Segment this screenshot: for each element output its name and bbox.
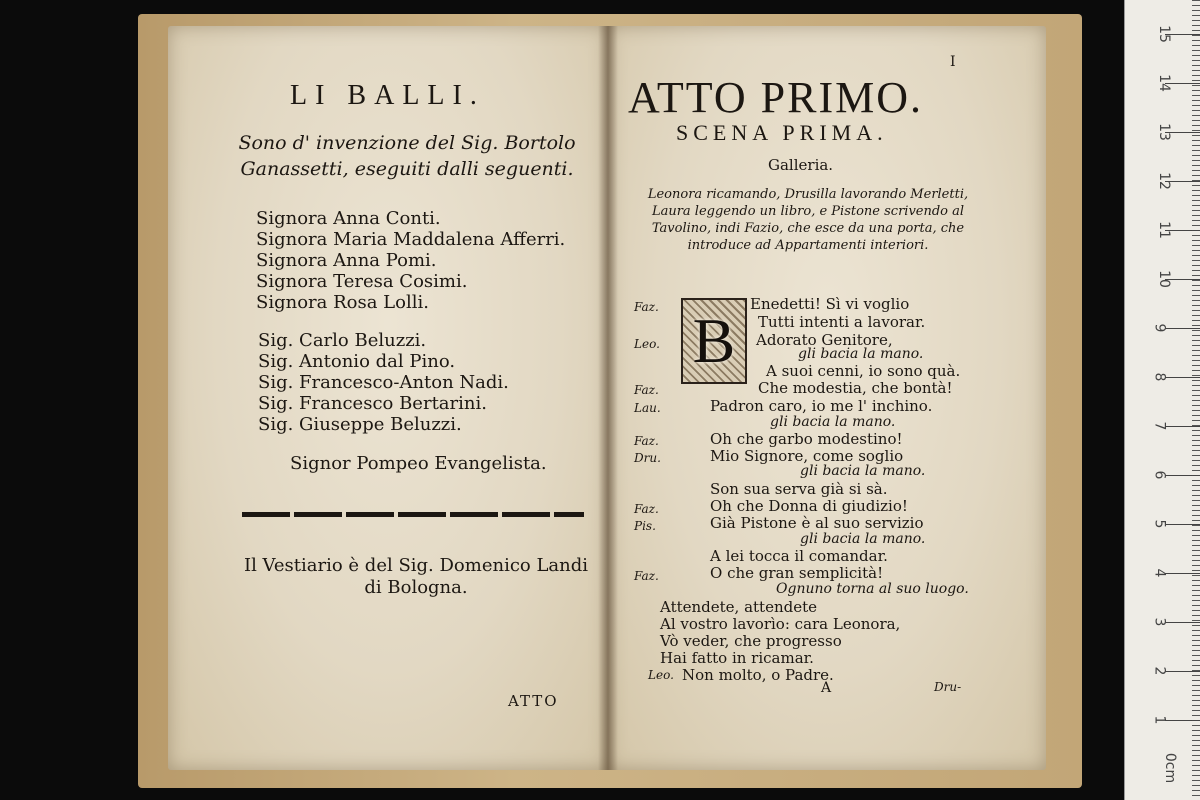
ruler-tick — [1165, 671, 1200, 672]
verse-line: Che modestia, che bontà! — [758, 379, 953, 397]
dancer-name: Sig. Carlo Beluzzi. — [258, 330, 427, 351]
dancers-list-women — [256, 208, 565, 313]
speaker-tag: Faz. — [634, 300, 659, 314]
verse-line: A lei tocca il comandar. — [710, 547, 888, 565]
dancers-list-men — [258, 330, 509, 435]
scene-title: SCENA PRIMA. — [676, 120, 888, 145]
speaker-tag: Leo. — [648, 668, 674, 682]
ruler-tick — [1165, 622, 1200, 623]
verse-line: Già Pistone è al suo servizio — [710, 514, 924, 532]
verse-line: Hai fatto in ricamar. — [660, 649, 814, 667]
ruler-number: 4 — [1151, 568, 1168, 578]
ruler-number: 2 — [1151, 666, 1168, 676]
left-page-title: LI BALLI. — [290, 80, 485, 111]
ruler-tick — [1165, 377, 1200, 378]
ballet-credit-intro: Sono d' invenzione del Sig. Bortolo Ganassetti, eseguiti dalli seguenti. — [238, 132, 576, 180]
verse-line: Enedetti! Sì vi voglio — [750, 295, 910, 313]
verse-line: gli bacia la mano. — [798, 346, 924, 362]
verse-line: Attendete, attendete — [660, 598, 818, 616]
ruler-tick — [1165, 328, 1200, 329]
verse-line: A suoi cenni, io sono quà. — [766, 362, 961, 380]
ruler-tick — [1165, 573, 1200, 574]
ruler-number: 12 — [1155, 172, 1172, 190]
verse-line: Mio Signore, come soglio — [710, 447, 904, 465]
dancer-name: Sig. Antonio dal Pino. — [258, 351, 456, 372]
verse-line: Tutti intenti a lavorar. — [758, 313, 926, 331]
ruler-tick — [1165, 475, 1200, 476]
ruler-number: 10 — [1155, 270, 1172, 288]
ruler-number: 8 — [1151, 372, 1168, 382]
dancer-name: Sig. Francesco Bertarini. — [258, 393, 487, 414]
signature-catch: A — [821, 680, 832, 696]
measuring-ruler — [1124, 0, 1200, 800]
verse-line: Al vostro lavorìo: cara Leonora, — [660, 615, 901, 633]
ruler-tick — [1165, 524, 1200, 525]
verse-line: Oh che garbo modestino! — [710, 430, 903, 448]
dancer-name: Signora Rosa Lolli. — [256, 292, 429, 313]
speaker-tag: Lau. — [634, 401, 661, 415]
speaker-tag: Leo. — [634, 337, 660, 351]
verse-line: Padron caro, io me l' inchino. — [710, 397, 933, 415]
ruler-number: 13 — [1155, 123, 1172, 141]
ruler-number: 9 — [1151, 323, 1168, 333]
ruler-number: 3 — [1151, 617, 1168, 627]
dancer-name: Signora Anna Pomi. — [256, 250, 437, 271]
costume-credit: Il Vestiario è del Sig. Domenico Landi di Bologna. — [243, 555, 589, 598]
speaker-tag: Faz. — [634, 569, 659, 583]
verse-line: gli bacia la mano. — [770, 414, 896, 430]
ruler-number: 15 — [1155, 25, 1172, 43]
verse-line: gli bacia la mano. — [800, 463, 926, 479]
ruler-unit: 0cm — [1162, 752, 1179, 784]
dancer-name: Signora Anna Conti. — [256, 208, 441, 229]
decorated-initial-letter: B — [692, 305, 736, 376]
decorated-initial — [681, 298, 747, 384]
ruler-number: 11 — [1155, 221, 1172, 239]
speaker-tag: Faz. — [634, 434, 659, 448]
dancer-name: Sig. Giuseppe Beluzzi. — [258, 414, 462, 435]
ruler-number: 6 — [1151, 470, 1168, 480]
speaker-tag: Dru. — [634, 451, 661, 465]
verse-line: O che gran semplicità! — [710, 564, 884, 582]
verse-line: Non molto, o Padre. — [682, 666, 834, 684]
verse-line: gli bacia la mano. — [800, 531, 926, 547]
verse-line: Vò veder, che progresso — [660, 632, 842, 650]
verse-line: Ognuno torna al suo luogo. — [776, 581, 969, 597]
dancer-name: Signora Maria Maddalena Afferri. — [256, 229, 566, 250]
ruler-number: 14 — [1155, 74, 1172, 92]
ruler-number: 5 — [1151, 519, 1168, 529]
left-catchword: ATTO — [508, 692, 559, 710]
scene-setting: Galleria. — [768, 156, 834, 174]
ruler-minor-ticks — [1192, 0, 1200, 800]
dancer-name: Sig. Francesco-Anton Nadi. — [258, 372, 509, 393]
ruler-number: 1 — [1151, 715, 1168, 725]
ruler-number: 7 — [1151, 421, 1168, 431]
signature-mark: I — [950, 54, 956, 70]
act-title: ATTO PRIMO. — [628, 73, 924, 122]
speaker-tag: Pis. — [634, 519, 656, 533]
speaker-tag: Faz. — [634, 383, 659, 397]
verse-line: Son sua serva già si sà. — [710, 480, 888, 498]
stage-direction: Leonora ricamando, Drusilla lavorando Merletti, Laura leggendo un libro, e Pistone scrivendo al Tavolino, indi Fazio, che esce da una porta, che introduce ad Appartamenti interiori. — [647, 187, 969, 253]
ruler-tick — [1165, 720, 1200, 721]
book-gutter — [598, 26, 618, 770]
right-catchword: Dru- — [934, 680, 962, 694]
verse-line: Adorato Genitore, — [756, 331, 893, 349]
speaker-tag: Faz. — [634, 502, 659, 516]
dancer-name: Signora Teresa Cosimi. — [256, 271, 468, 292]
ruler-tick — [1165, 426, 1200, 427]
verse-line: Oh che Donna di giudizio! — [710, 497, 908, 515]
ornamental-rule — [242, 512, 584, 517]
dancer-pompeo: Signor Pompeo Evangelista. — [290, 453, 547, 474]
